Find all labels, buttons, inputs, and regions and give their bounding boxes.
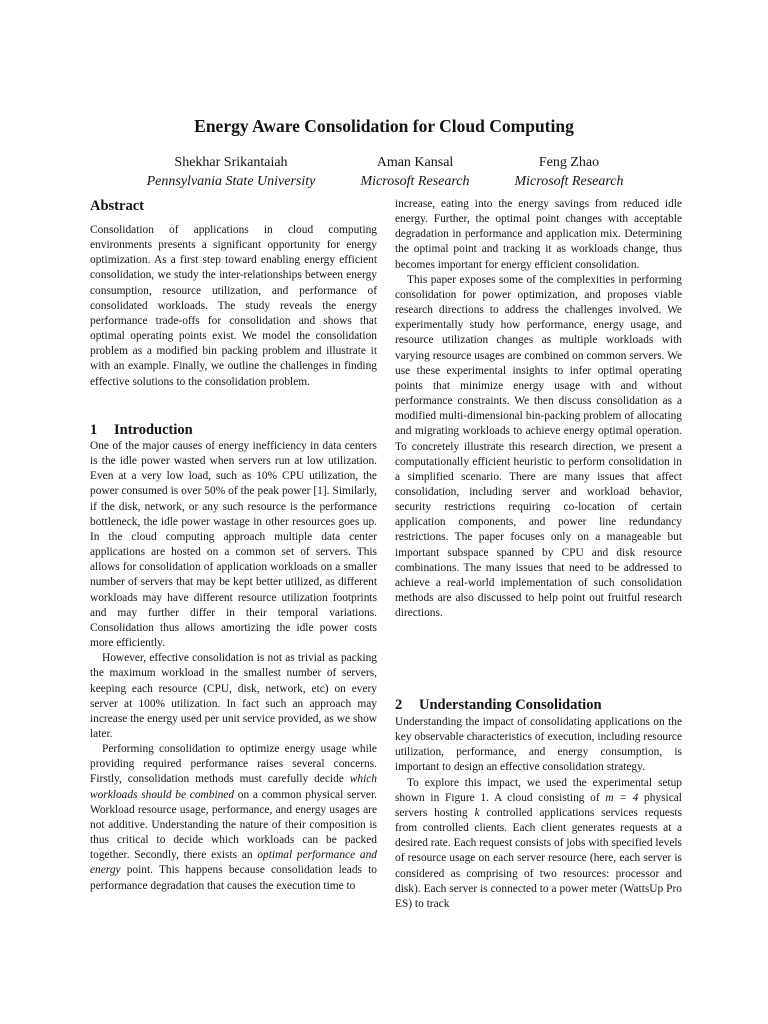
author-name: Feng Zhao	[538, 155, 600, 170]
section-number: 2	[395, 697, 403, 713]
section-1-body	[90, 439, 377, 894]
paragraph: Understanding the impact of consolidating applications on the key observable characteristics of execution, including resource utilization, performance, and energy consumption, is important to design an effective consolidation strategy.	[395, 716, 682, 774]
paragraph	[395, 776, 682, 912]
section-title: Understanding Consolidation	[419, 697, 602, 713]
right-column-top	[395, 197, 682, 621]
math-text: k	[474, 806, 480, 819]
author-affiliation: Microsoft Research	[360, 174, 470, 189]
paragraph: One of the major causes of energy inefficiency in data centers is the idle power wasted when servers run at low utilization. Even at a very low load, such as 10% CPU utilization, the power consumed is over 50% of the peak power [1]. Similarly, if the disk, network, or any such resource is the performance bottleneck, the idle power wastage in other resources goes up. In the cloud computing approach multiple data center applications are hosted on a common set of servers. This allows for consolidation of application workloads on a smaller number of servers that may be kept better utilized, as different workloads may have different resource utilization footprints and may further differ in their temporal variations. Consolidation thus allows amortizing the idle power costs more efficiently.	[90, 440, 377, 650]
text-run: controlled applications services requests from controlled clients. Each client generates requests at a desired rate. Each request consists of jobs with specified levels of resource usage on each server resource (here, each server is considered as comprising of two resources: processor and disk). Each server is connected to a power meter (WattsUp Pro ES) to track	[395, 806, 682, 910]
emphasis-text: which workloads should be combined	[90, 773, 377, 801]
paragraph: increase, eating into the energy savings from reduced idle energy. Further, the optimal point changes with acceptable degradation in performance and application mix. Determining the optimal point and tracking it as workloads change, thus becomes important for energy efficient consolidation.	[395, 198, 682, 271]
section-2-heading	[395, 697, 602, 714]
text-run: physical servers hosting	[395, 791, 682, 819]
paragraph: This paper exposes some of the complexities in performing consolidation for power optimization, and proposes viable research directions to address the challenges involved. We experimentally study how performance, energy usage, and resource utilization changes as multiple workloads with varying resource usages are combined on common servers. We use these experimental insights to infer optimal operating points that minimize energy usage with and without performance constraints. We then discuss consolidation as a modified multi-dimensional bin-packing problem of allocating and migrating workloads to achieve energy optimal operation. To concretely illustrate this research direction, we present a computationally efficient heuristic to perform consolidation in a simplified scenario. There are many issues that affect consolidation, including server and workload behavior, security restrictions requiring co-location of certain application components, and power line redundancy restrictions. The paper focuses only on a manageable but important subspace spanned by CPU and disk resource combinations. The many issues that need to be addressed to achieve a real-world implementation of such consolidation methods are also discussed to help point out fruitful research directions.	[395, 273, 682, 620]
paragraph: However, effective consolidation is not as trivial as packing the maximum workload in the smallest number of servers, keeping each resource (CPU, disk, network, etc) on every server at 100% utilization. In fact such an approach may increase the energy used per unit service provided, as we show later.	[90, 652, 377, 740]
paragraph	[90, 742, 377, 894]
author-name: Aman Kansal	[376, 155, 454, 170]
abstract-body	[90, 223, 377, 390]
author-affiliation: Microsoft Research	[514, 174, 624, 189]
math-text: m = 4	[605, 791, 639, 804]
author-affiliation: Pennsylvania State University	[146, 174, 316, 189]
text-run: Performing consolidation to optimize energy usage while providing required performance raises several concerns. Firstly, consolidation methods must carefully decide	[90, 743, 377, 786]
section-number: 1	[90, 422, 98, 438]
author-1	[122, 153, 340, 191]
text-run: To explore this impact, we used the experimental setup shown in Figure 1. A cloud consisting of	[395, 776, 682, 804]
section-2-body	[395, 715, 682, 912]
text-run: on a common physical server. Workload resource usage, performance, and energy usages are not additive. Understanding the nature of their composition is thus critical to decide which workloads can be packed together. Secondly, there exists an	[90, 788, 377, 862]
author-name: Shekhar Srikantaiah	[174, 155, 288, 170]
paper-title: Energy Aware Consolidation for Cloud Computing	[194, 116, 574, 136]
text-run: point. This happens because consolidation leads to performance degradation that causes the execution time to	[90, 864, 377, 892]
abstract-heading: Abstract	[90, 198, 144, 214]
author-3	[494, 153, 644, 191]
author-2	[340, 153, 490, 191]
section-title: Introduction	[114, 422, 193, 438]
section-1-heading	[90, 422, 193, 439]
emphasis-text: optimal performance and energy	[90, 849, 377, 877]
abstract-text: Consolidation of applications in cloud computing environments presents a significant opportunity for energy optimization. As a first step toward enabling energy efficient consolidation, we study the inter-relationships between energy consumption, resource utilization, and performance of consolidated workloads. The study reveals the energy performance trade-offs for consolidation and shows that optimal operating points exist. We model the consolidation problem as a modified bin packing problem and illustrate it with an example. Finally, we outline the challenges in finding effective solutions to the consolidation problem.	[90, 224, 377, 388]
